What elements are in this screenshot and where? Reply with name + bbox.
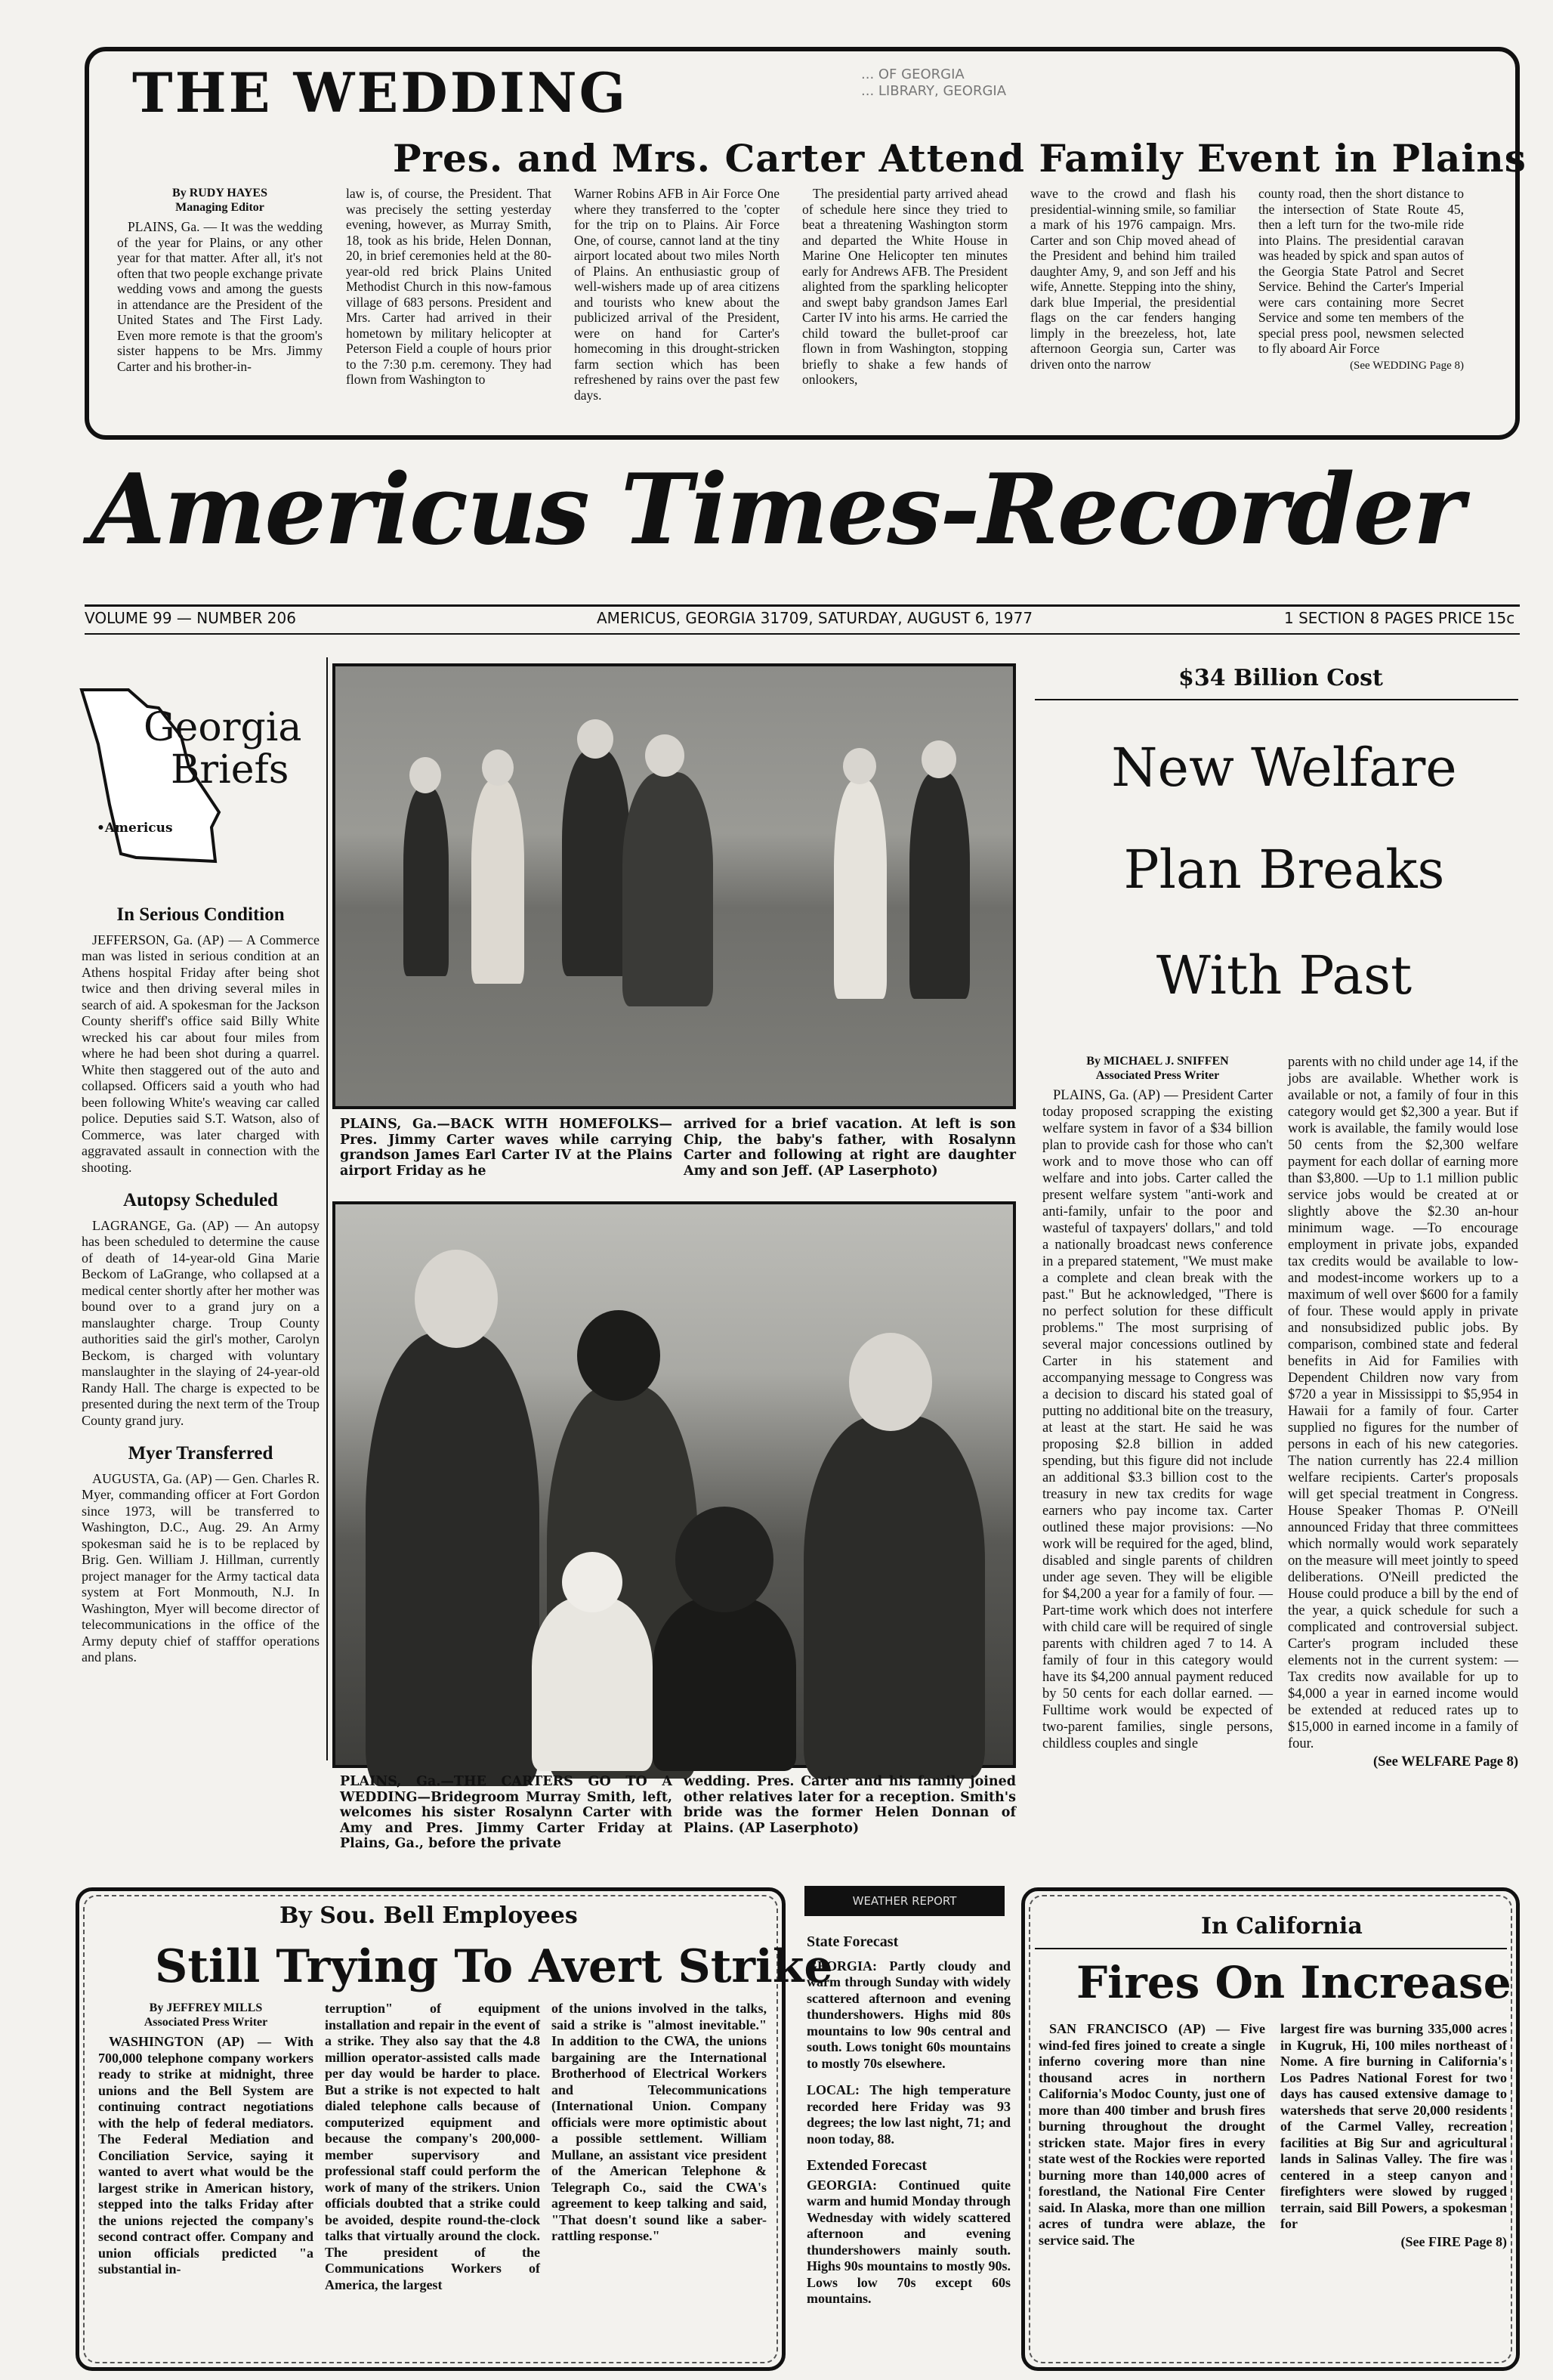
volume-number: VOLUME 99 — NUMBER 206 (85, 609, 296, 627)
fires-kicker-rule (1035, 1948, 1507, 1949)
library-stamp: ... OF GEORGIA ... LIBRARY, GEORGIA (861, 66, 1007, 99)
brief-headline: In Serious Condition (116, 904, 285, 925)
masthead-rule (85, 604, 1520, 607)
briefs-column (82, 899, 320, 1668)
welfare-headline-line3: With Past (1156, 944, 1413, 1006)
strike-headline: Still Trying To Avert Strike (155, 1940, 833, 1993)
brief-body: AUGUSTA, Ga. (AP) — Gen. Charles R. Myer, commanding officer at Fort Gordon since 1973, will be transferred to Washington, D.C., Aug. 29. An Army spokesman said he is to be replaced by Brig. Gen. William J. Hillman, currently project manager for the Army tactical data system at Fort Monmouth, N.J. In Washington, Myer will become director of telecommunications in the office of the Army deputy chief of stafffor operations and plans. (82, 1470, 320, 1664)
newspaper-masthead: Americus Times-Recorder (90, 453, 1463, 567)
welfare-kicker: $34 Billion Cost (1178, 665, 1383, 691)
photo2-caption-left: PLAINS, Ga.—THE CARTERS GO TO A WEDDING—Bridegroom Murray Smith, left, welcomes his sister Rosalynn Carter with Amy and Pres. Jimmy Carter Friday at Plains, Ga., before the private (340, 1774, 672, 1851)
brief-headline: Myer Transferred (128, 1443, 273, 1464)
wedding-column-6: county road, then the short distance to the intersection of State Route 45, then a left turn for the two-mile ride into Plains. The presidential caravan was headed by spick and span autos of the Georgia State Patrol and Secret Service. Behind the Carter's Imperial were cars containing more Secret Service and some ten members of the special press pool, newsmen selected to fly aboard Air Force (See WEDDING Page 8) (1258, 186, 1464, 372)
fires-kicker: In California (1201, 1913, 1363, 1940)
strike-kicker: By Sou. Bell Employees (279, 1902, 578, 1929)
welfare-kicker-rule (1035, 699, 1518, 700)
photo2-caption-right: wedding. Pres. Carter and his family joined other relatives later for a reception. Smith's bride was the former Helen Donnan of Plains. (AP Laserphoto) (684, 1774, 1016, 1836)
column-rule (326, 657, 328, 1760)
masthead-rule-bottom (85, 633, 1520, 635)
fires-headline: Fires On Increase (1076, 1957, 1511, 2008)
brief-headline: Autopsy Scheduled (123, 1190, 278, 1210)
dateline: AMERICUS, GEORGIA 31709, SATURDAY, AUGUST 6, 1977 (597, 609, 1033, 627)
weather-column: State Forecast GEORGIA: Partly cloudy and warm through Sunday with widely scattered afternoon and evening thundershowers. Highs mid 80s mountains to low 90s central and south. Lows tonight 60s mountains to mostly 70s elsewhere. LOCAL: The high temperature recorded here Friday was 93 degrees; the low last night, 71; and noon today, 88. Extended Forecast GEORGIA: Continued quite warm and humid Monday through Wednesday with widely scattered afternoon and evening thundershowers mainly south. Highs 90s mountains to mostly 90s. Lows low 70s except 60s mountains. (807, 1933, 1011, 2306)
strike-column-3: of the unions involved in the talks, said a strike is "almost inevitable." In addition to the CWA, the unions bargaining are the International Brotherhood of Electrical Workers and Telecommunications (International Union. Company officials were more optimistic about a possible settlement. William Mullane, an assistant vice president of the American Telephone & Telegraph Co., said the CWA's agreement to keep talking and said, "That doesn't sound like a saber-rattling response." (551, 2001, 767, 2243)
photo-carters-at-wedding (332, 1201, 1016, 1768)
photo1-caption-left: PLAINS, Ga.—BACK WITH HOMEFOLKS—Pres. Jimmy Carter waves while carrying grandson James Earl Carter IV at the Plains airport Friday as he (340, 1117, 672, 1179)
welfare-headline-line2: Plan Breaks (1123, 839, 1445, 901)
photo1-caption-right: arrived for a brief vacation. At left is son Chip, the baby's father, with Rosalynn Carter and following at right are daughter Amy and son Jeff. (AP Laserphoto) (684, 1117, 1016, 1179)
section-price: 1 SECTION 8 PAGES PRICE 15c (1284, 609, 1515, 627)
wedding-column-3: Warner Robins AFB in Air Force One where they transferred to the 'copter for the trip on to Plains. Air Force One, of course, cannot land at the tiny airport located about two miles North of Plains. An enthusiastic group of well-wishers made up of area citizens and tourists who knew about the publicized arrival of the President, were on hand for Carter's homecoming in this drought-stricken farm section which has been refreshened by rains over the past few days. (574, 186, 780, 403)
map-americus-label: •Americus (97, 821, 173, 836)
wedding-column-1: By RUDY HAYES Managing Editor PLAINS, Ga. — It was the wedding of the year for Plains, or any other year for that matter. After all, it's not often that two people exchange private wedding vows and among the guests in attendance are the President of the United States and The First Lady. Even more remote is that the groom's sister happens to be Mrs. Jimmy Carter and his brother-in- (117, 187, 323, 374)
welfare-column-1: By MICHAEL J. SNIFFEN Associated Press Writer PLAINS, Ga. (AP) — President Carter today proposed scrapping the existing welfare system in favor of a $34 billion plan to provide cash for those who can't work and to move those who can off welfare and into jobs. Carter called the present welfare system "anti-work and anti-family, unfair to the poor and wasteful of taxpayers' dollars," and told a nationally broadcast news conference in a prepared statement, "We must make a complete and clean break with the past." But he acknowledged, "There is no perfect solution for these difficult problems." The most surprising of several major concessions outlined by Carter in his statement and accompanying message to Congress was a decision to discard his stated goal of putting no additional bite on the treasury, at least at the start. He said he was proposing $2.8 billion in added spending, but this figure did not include an additional $3.3 billion cost to the treasury in new tax credits for wage earners who pay income tax. Carter outlined these major provisions: —No work will be required for the aged, blind, disabled and single parents of children under age seven. They will be eligible for $4,200 a year for a family of four. —Part-time work which does not interfere with child care will be required of single parents with children aged 7 to 14. A family of four in this category would have its $4,200 annual payment reduced by 50 cents for each dollar earned. —Fulltime work would be expected of two-parent families, single persons, childless couples and single (1042, 1055, 1273, 1751)
welfare-column-2: parents with no child under age 14, if the jobs are available. Whether work is available or not, a family of four in this category would get $2,300 a year. But if work is available, the family would lose 50 cents from the $2,300 welfare payment for each dollar of earning more than $3,800. —Up to 1.1 million public service jobs would be created at or slightly above the $2.30 an-hour minimum wage. —To encourage employment in private jobs, expanded tax credits would be available to low-and modest-income workers up to a maximum of well over $600 for a family of four. These would apply in private and nonsubsidized public jobs. By comparison, combined state and federal benefits in Aid for Families with Dependent Children now vary from $720 a year in Mississippi to $5,954 in Hawaii for a family of four. Carter supplied no figures for the number of persons in each of his new categories. The nation currently has 22.4 million welfare recipients. Carter's proposals will get special treatment in Congress. House Speaker Thomas P. O'Neill announced Friday that three committees which normally would work separately on the measure will meet jointly to speed deliberations. O'Neill predicted the House could produce a bill by the end of the year, a quick schedule for such a complicated and controversial subject. Carter's program included these elements not in the current system: —Tax credits now available for up to $4,000 a year in earned income would be extended at reduced rates up to $15,000 in earned income in a family of four. (See WELFARE Page 8) (1288, 1055, 1518, 1770)
brief-body: LAGRANGE, Ga. (AP) — An autopsy has been scheduled to determine the cause of death of 14-year-old Gina Marie Beckom of LaGrange, who collapsed at a medical center shortly after her mother was bound over to a grand jury on a manslaughter charge. Troup County authorities said the girl's mother, Carolyn Beckom, is charged with voluntary manslaughter in the slaying of 24-year-old Randy Hall. The charge is expected to be presented during the next term of the Troup County grand jury. (82, 1217, 320, 1428)
wedding-banner: THE WEDDING (132, 60, 628, 125)
fires-column-2: largest fire was burning 335,000 acres in Kugruk, Hi, 100 miles northeast of Nome. A fire burning in California's Los Padres National Forest for two days has caused extensive damage to watersheds that serve 20,000 residents of the Carmel Valley, recreation facilities at Big Sur and agricultural lands in Salinas Valley. The fire was centered in a steep canyon and firefighters were slowed by rugged terrain, said Bill Powers, a spokesman for (See FIRE Page 8) (1280, 2021, 1507, 2249)
strike-column-1: By JEFFREY MILLS Associated Press Writer WASHINGTON (AP) — With 700,000 telephone company workers ready to strike at midnight, three unions and the Bell System are continuing contract negotiations with the help of federal mediators. The Federal Mediation and Conciliation Service, saying it wanted to avert what would be the largest strike in American history, stepped into the talks Friday after the unions rejected the company's second contract offer. Company and union officials predicted "a substantial in- (98, 2001, 313, 2276)
welfare-headline-line1: New Welfare (1111, 737, 1457, 799)
wedding-column-4: The presidential party arrived ahead of schedule here since they tried to beat a threatening Washington storm and departed the White House in Marine One Helicopter ten minutes early for Andrews AFB. The President alighted from the sparkling helicopter and swept baby grandson James Earl Carter IV into his arms. He carried the child toward the bullet-proof car flown in from Washington, stopping briefly to shake a few hands of onlookers, (802, 186, 1008, 387)
photo-carter-homecoming (332, 663, 1016, 1109)
wedding-column-2: law is, of course, the President. That was precisely the setting yesterday evening, however, as Murray Smith, 18, took as his bride, Helen Donnan, 20, in brief ceremonies held at the 80-year-old red brick Plains United Methodist Church in this now-famous village of 683 persons. President and Mrs. Carter had arrived in their hometown by military helicopter at Peterson Field a couple of hours prior to the 7:30 p.m. ceremony. They had flown from Washington to (346, 186, 551, 387)
weather-banner: WEATHER REPORT (804, 1886, 1005, 1916)
strike-column-2: terruption" of equipment installation and repair in the event of a strike. They also say that the 4.8 million operator-assisted calls made per day would be harder to place. But a strike is not expected to halt dialed telephone calls because of computerized equipment and because the company's 200,000-member supervisory and professional staff could perform the work of many of the strikers. Union officials doubted that a strike could be avoided, despite round-the-clock talks that virtually around the clock. The president of the Communications Workers of America, the largest (325, 2001, 540, 2292)
briefs-title: Georgia Briefs (144, 705, 302, 793)
wedding-subheadline: Pres. and Mrs. Carter Attend Family Event in Plains (393, 136, 1527, 181)
fires-column-1: SAN FRANCISCO (AP) — Five wind-fed fires joined to create a single inferno covering more than nine thousand acres in northern California's Modoc County, just one of more than 400 timber and brush fires burning throughout the drought stricken state. Major fires in every state west of the Rockies were reported burning more than 140,000 acres of forestland, the National Fire Center said. In Alaska, more than one million acres of tundra were ablaze, the service said. The (1039, 2021, 1265, 2248)
brief-body: JEFFERSON, Ga. (AP) — A Commerce man was listed in serious condition at an Athens hospital Friday after being shot twice and then driving several miles in search of aid. A spokesman for the Jackson County sheriff's office said Billy White wrecked his car about four miles from where he had been shot during a quarrel. White then staggered out of the auto and collapsed. Officers said a youth who had been following White's weaving car called police. Deputies said S.T. Watson, also of Commerce, was later charged with aggravated assault in connection with the shooting. (82, 932, 320, 1175)
wedding-column-5: wave to the crowd and flash his presidential-winning smile, so familiar a mark of his 1976 campaign. Mrs. Carter and son Chip moved ahead of the President and behind him trailed daughter Amy, 9, and son Jeff and his wife, Annette. Stepping into the shiny, dark blue Imperial, the presidential flags on the car fenders hanging limply in the breezeless, hot, late afternoon Georgia sun, Carter was driven onto the narrow (1030, 186, 1236, 372)
